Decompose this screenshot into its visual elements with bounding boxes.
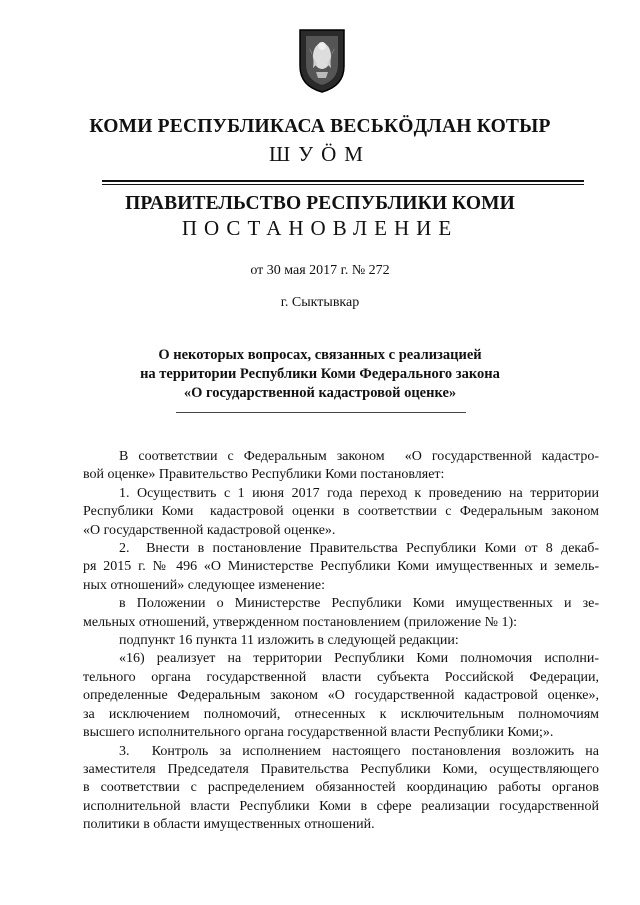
body-line: за исключением полномочий, отнесенных к исключительным полномочиям bbox=[83, 706, 599, 722]
header-divider-thin bbox=[102, 184, 584, 185]
komi-government-title: КОМИ РЕСПУБЛИКАСА ВЕСЬКӦДЛАН КОТЫР bbox=[89, 116, 551, 137]
body-line: ря 2015 г. № 496 «О Министерстве Республики Коми имущественных и земель- bbox=[83, 559, 599, 575]
body-line: В соответствии с Федеральным законом «О государственной кадастро- bbox=[119, 449, 599, 464]
body-line: мельных отношений, утвержденном постановлением (приложение № 1): bbox=[83, 614, 518, 630]
document-title-line: О некоторых вопросах, связанных с реализацией bbox=[158, 347, 482, 363]
body-line: «О государственной кадастровой оценке». bbox=[83, 522, 336, 538]
body-line: высшего исполнительного органа государственной власти Республики Коми;». bbox=[83, 725, 554, 741]
body-line: вой оценке» Правительство Республики Коми постановляет: bbox=[83, 467, 445, 483]
title-underline bbox=[176, 412, 466, 413]
document-title-line: «О государственной кадастровой оценке» bbox=[183, 385, 457, 401]
document-body bbox=[83, 448, 599, 835]
document-title-line: на территории Республики Коми Федерального закона bbox=[140, 366, 500, 382]
body-line: «16) реализует на территории Республики Коми полномочия исполни- bbox=[119, 651, 599, 667]
body-line: 3. Контроль за исполнением настоящего постановления возложить на bbox=[119, 743, 599, 759]
body-line: Республики Коми кадастровой оценки в соответствии с Федеральным законом bbox=[83, 504, 599, 520]
body-line: ных отношений» следующее изменение: bbox=[83, 577, 326, 593]
body-line: определенные Федеральным законом «О государственной кадастровой оценке», bbox=[83, 688, 599, 704]
body-line: подпункт 16 пункта 11 изложить в следующей редакции: bbox=[119, 633, 459, 649]
body-line: 1. Осуществить с 1 июня 2017 года переход к проведению на территории bbox=[119, 485, 599, 501]
body-line: исполнительной власти Республики Коми в сфере реализации государственной bbox=[83, 798, 599, 814]
header-divider-thick bbox=[102, 180, 584, 182]
body-line: в Положении о Министерстве Республики Коми имущественных и зе- bbox=[119, 596, 599, 612]
komi-document-type: ШУӦМ bbox=[269, 142, 371, 166]
document-place: г. Сыктывкар bbox=[280, 295, 360, 310]
body-line: заместителя Председателя Правительства Республики Коми, осуществляющего bbox=[83, 761, 599, 777]
document-title bbox=[0, 346, 640, 403]
body-line: в соответствии с распределением обязанностей координацию работы органов bbox=[83, 780, 599, 796]
body-line: политики в области имущественных отношений. bbox=[83, 817, 375, 833]
government-title: ПРАВИТЕЛЬСТВО РЕСПУБЛИКИ КОМИ bbox=[125, 193, 515, 214]
document-date-number: от 30 мая 2017 г. № 272 bbox=[250, 263, 390, 278]
body-line: 2. Внести в постановление Правительства Республики Коми от 8 декаб- bbox=[119, 541, 599, 557]
body-line: тельного органа государственной власти субъекта Российской Федерации, bbox=[83, 669, 599, 685]
document-type: ПОСТАНОВЛЕНИЕ bbox=[181, 216, 459, 240]
coat-of-arms-komi-icon bbox=[296, 26, 348, 94]
